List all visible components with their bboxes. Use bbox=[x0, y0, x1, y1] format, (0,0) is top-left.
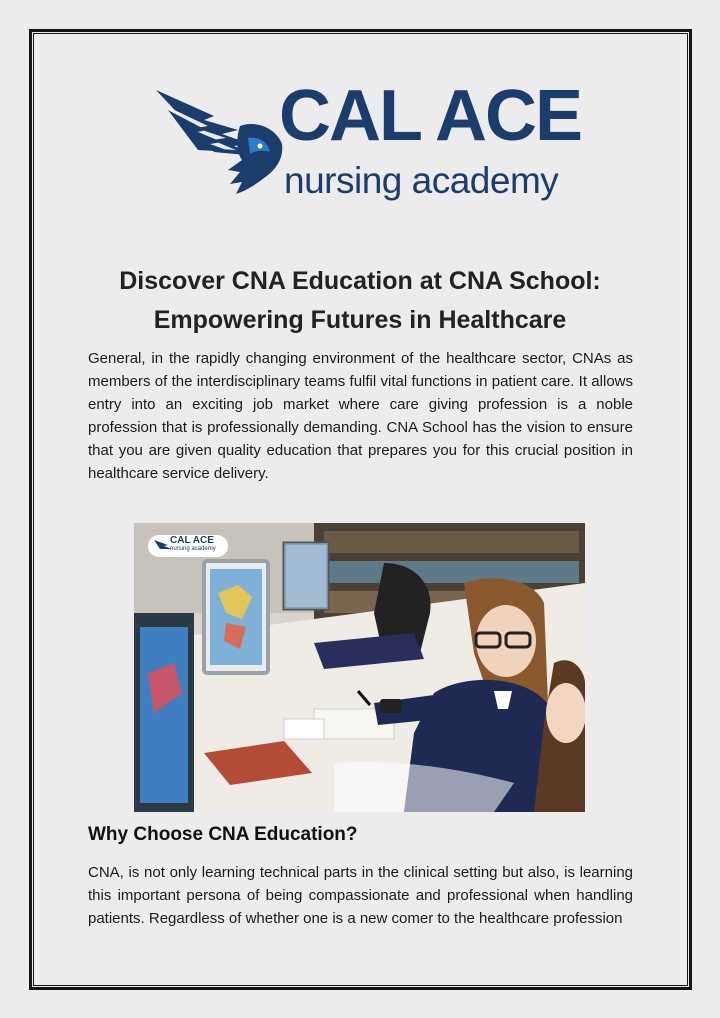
title-line-1: Discover CNA Education at CNA School: bbox=[119, 267, 601, 295]
winged-lion-icon bbox=[152, 86, 284, 198]
photo-badge-sub: nursing academy bbox=[170, 546, 216, 552]
title-line-2: Empowering Futures in Healthcare bbox=[153, 306, 567, 334]
classroom-photo bbox=[134, 523, 585, 812]
logo-sub-text: nursing academy bbox=[284, 160, 559, 201]
page-title bbox=[80, 262, 640, 340]
intro-paragraph: General, in the rapidly changing environment of the healthcare sector, CNAs as members of the interdisciplinary teams fulfil vital functions in patient care. It allows entry into an exciting job market where care giving profession is a noble profession that is professionally demanding. CNA School has the vision to ensure that you are given quality education that prepares you for this crucial position in healthcare service delivery. bbox=[88, 350, 633, 482]
photo-logo-badge bbox=[170, 536, 216, 552]
brand-logo bbox=[152, 76, 582, 212]
section-heading: Why Choose CNA Education? bbox=[88, 824, 358, 845]
section-paragraph: CNA, is not only learning technical parts in the clinical setting but also, is learning this important persona of being compassionate and professional when handling patients. Regardless of whether one is a new comer to the healthcare profession bbox=[88, 864, 633, 927]
logo-main-text: CAL ACE bbox=[279, 76, 582, 156]
photo-badge-main: CAL ACE bbox=[170, 535, 214, 546]
